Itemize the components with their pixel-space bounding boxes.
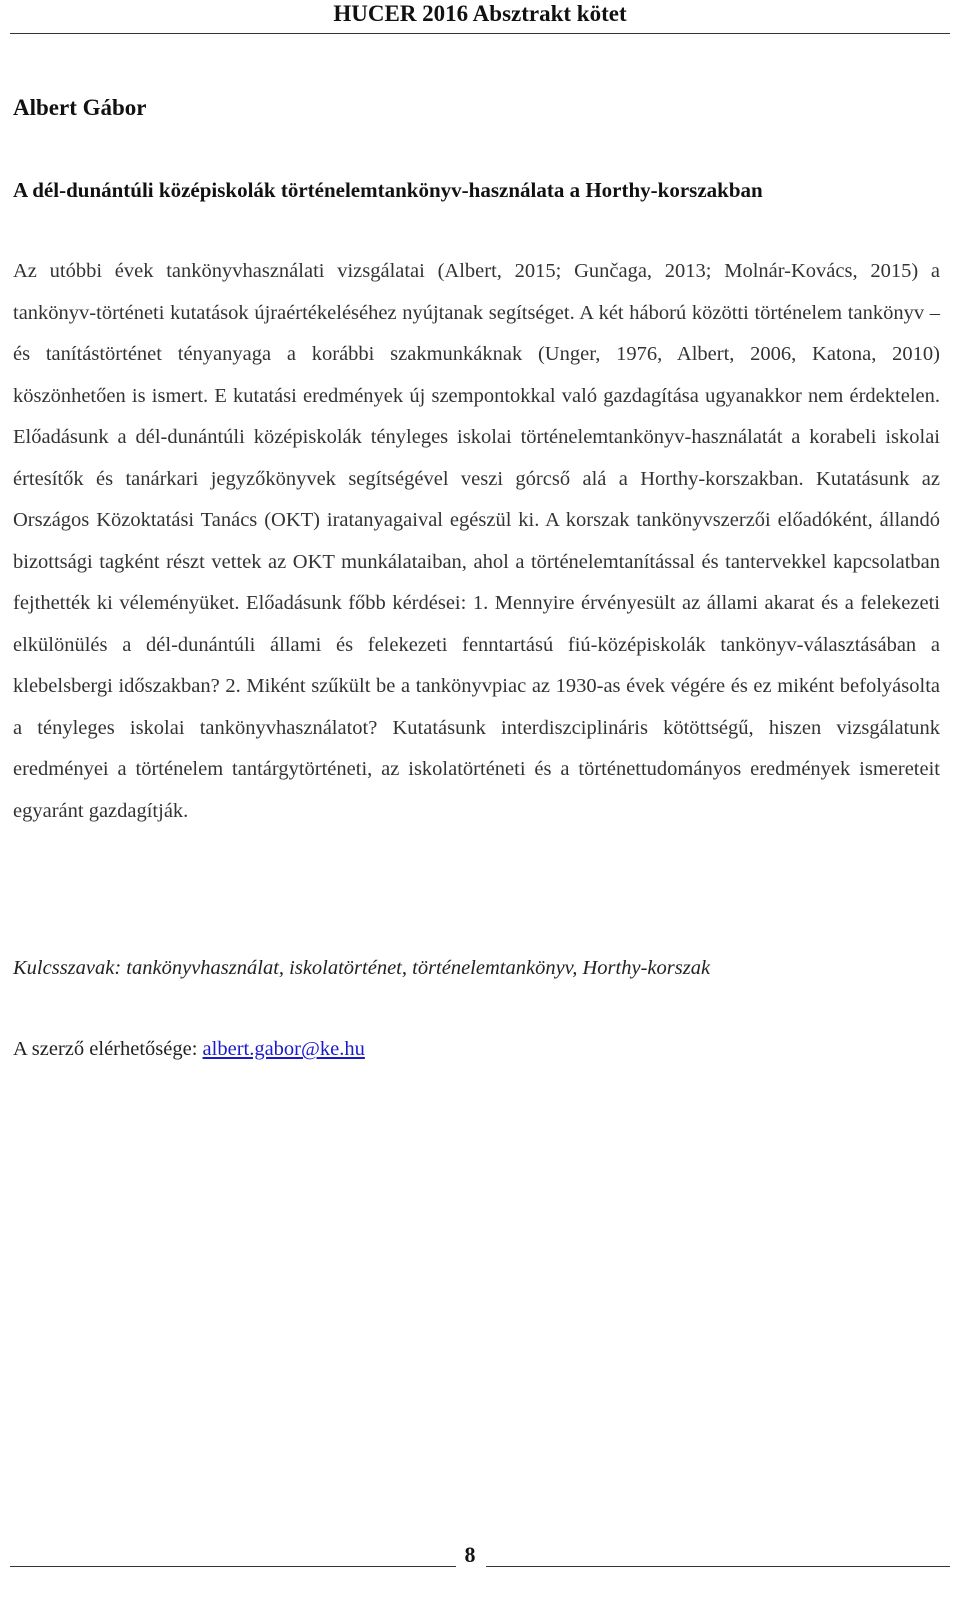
running-header: HUCER 2016 Absztrakt kötet <box>333 1 627 26</box>
article-title: A dél-dunántúli középiskolák történelemtankönyv-használata a Horthy-korszakban <box>13 178 763 202</box>
contact-email-link[interactable]: albert.gabor@ke.hu <box>202 1038 365 1060</box>
abstract-text: Az utóbbi évek tankönyvhasználati vizsgálatai (Albert, 2015; Gunčaga, 2013; Molnár-Kovács, 2015) a tankönyv-történeti kutatások újraértékeléséhez nyújtanak segítséget. A két háború közötti történelem tankönyv –és tanítástörténet tényanyaga a korábbi szakmunkáknak (Unger, 1976, Albert, 2006, Katona, 2010) köszönhetően is ismert. E kutatási eredmények új szempontokkal való gazdagítása ugyanakkor nem érdektelen. Előadásunk a dél-dunántúli középiskolák tényleges iskolai történelemtankönyv-használatát a korabeli iskolai értesítők és tanárkari jegyzőkönyvek segítségével veszi górcső alá a Horthy-korszakban. Kutatásunk az Országos Közoktatási Tanács (OKT) iratanyagaival egészül ki. A korszak tankönyvszerzői előadóként, állandó bizottsági tagként részt vettek az OKT munkálataiban, ahol a történelemtanítással és tantervekkel kapcsolatban fejthették ki véleményüket. Előadásunk főbb kérdései: 1. Mennyire érvényesült az állami akarat és a felekezeti elkülönülés a dél-dunántúli állami és felekezeti fenntartású fiú-középiskolák tankönyv-választásában a klebelsbergi időszakban? 2. Miként szűkült be a tankönyvpiac az 1930-as évek végére és ez miként befolyásolta a tényleges iskolai tankönyvhasználatot? Kutatásunk interdiszciplináris kötöttségű, hiszen vizsgálatunk eredményei a történelem tantárgytörténeti, az iskolatörténeti és a történettudományos eredmények ismereteit egyaránt gazdagítják. <box>13 260 940 822</box>
page-number: 8 <box>464 1542 476 1567</box>
contact-label: A szerző elérhetősége: <box>13 1038 203 1060</box>
contact-line <box>13 1033 940 1065</box>
header-rule <box>10 33 950 34</box>
author-name: Albert Gábor <box>13 95 147 120</box>
keywords-line: Kulcsszavak: tankönyvhasználat, iskolatörténet, történelemtankönyv, Horthy-korszak <box>13 957 711 979</box>
